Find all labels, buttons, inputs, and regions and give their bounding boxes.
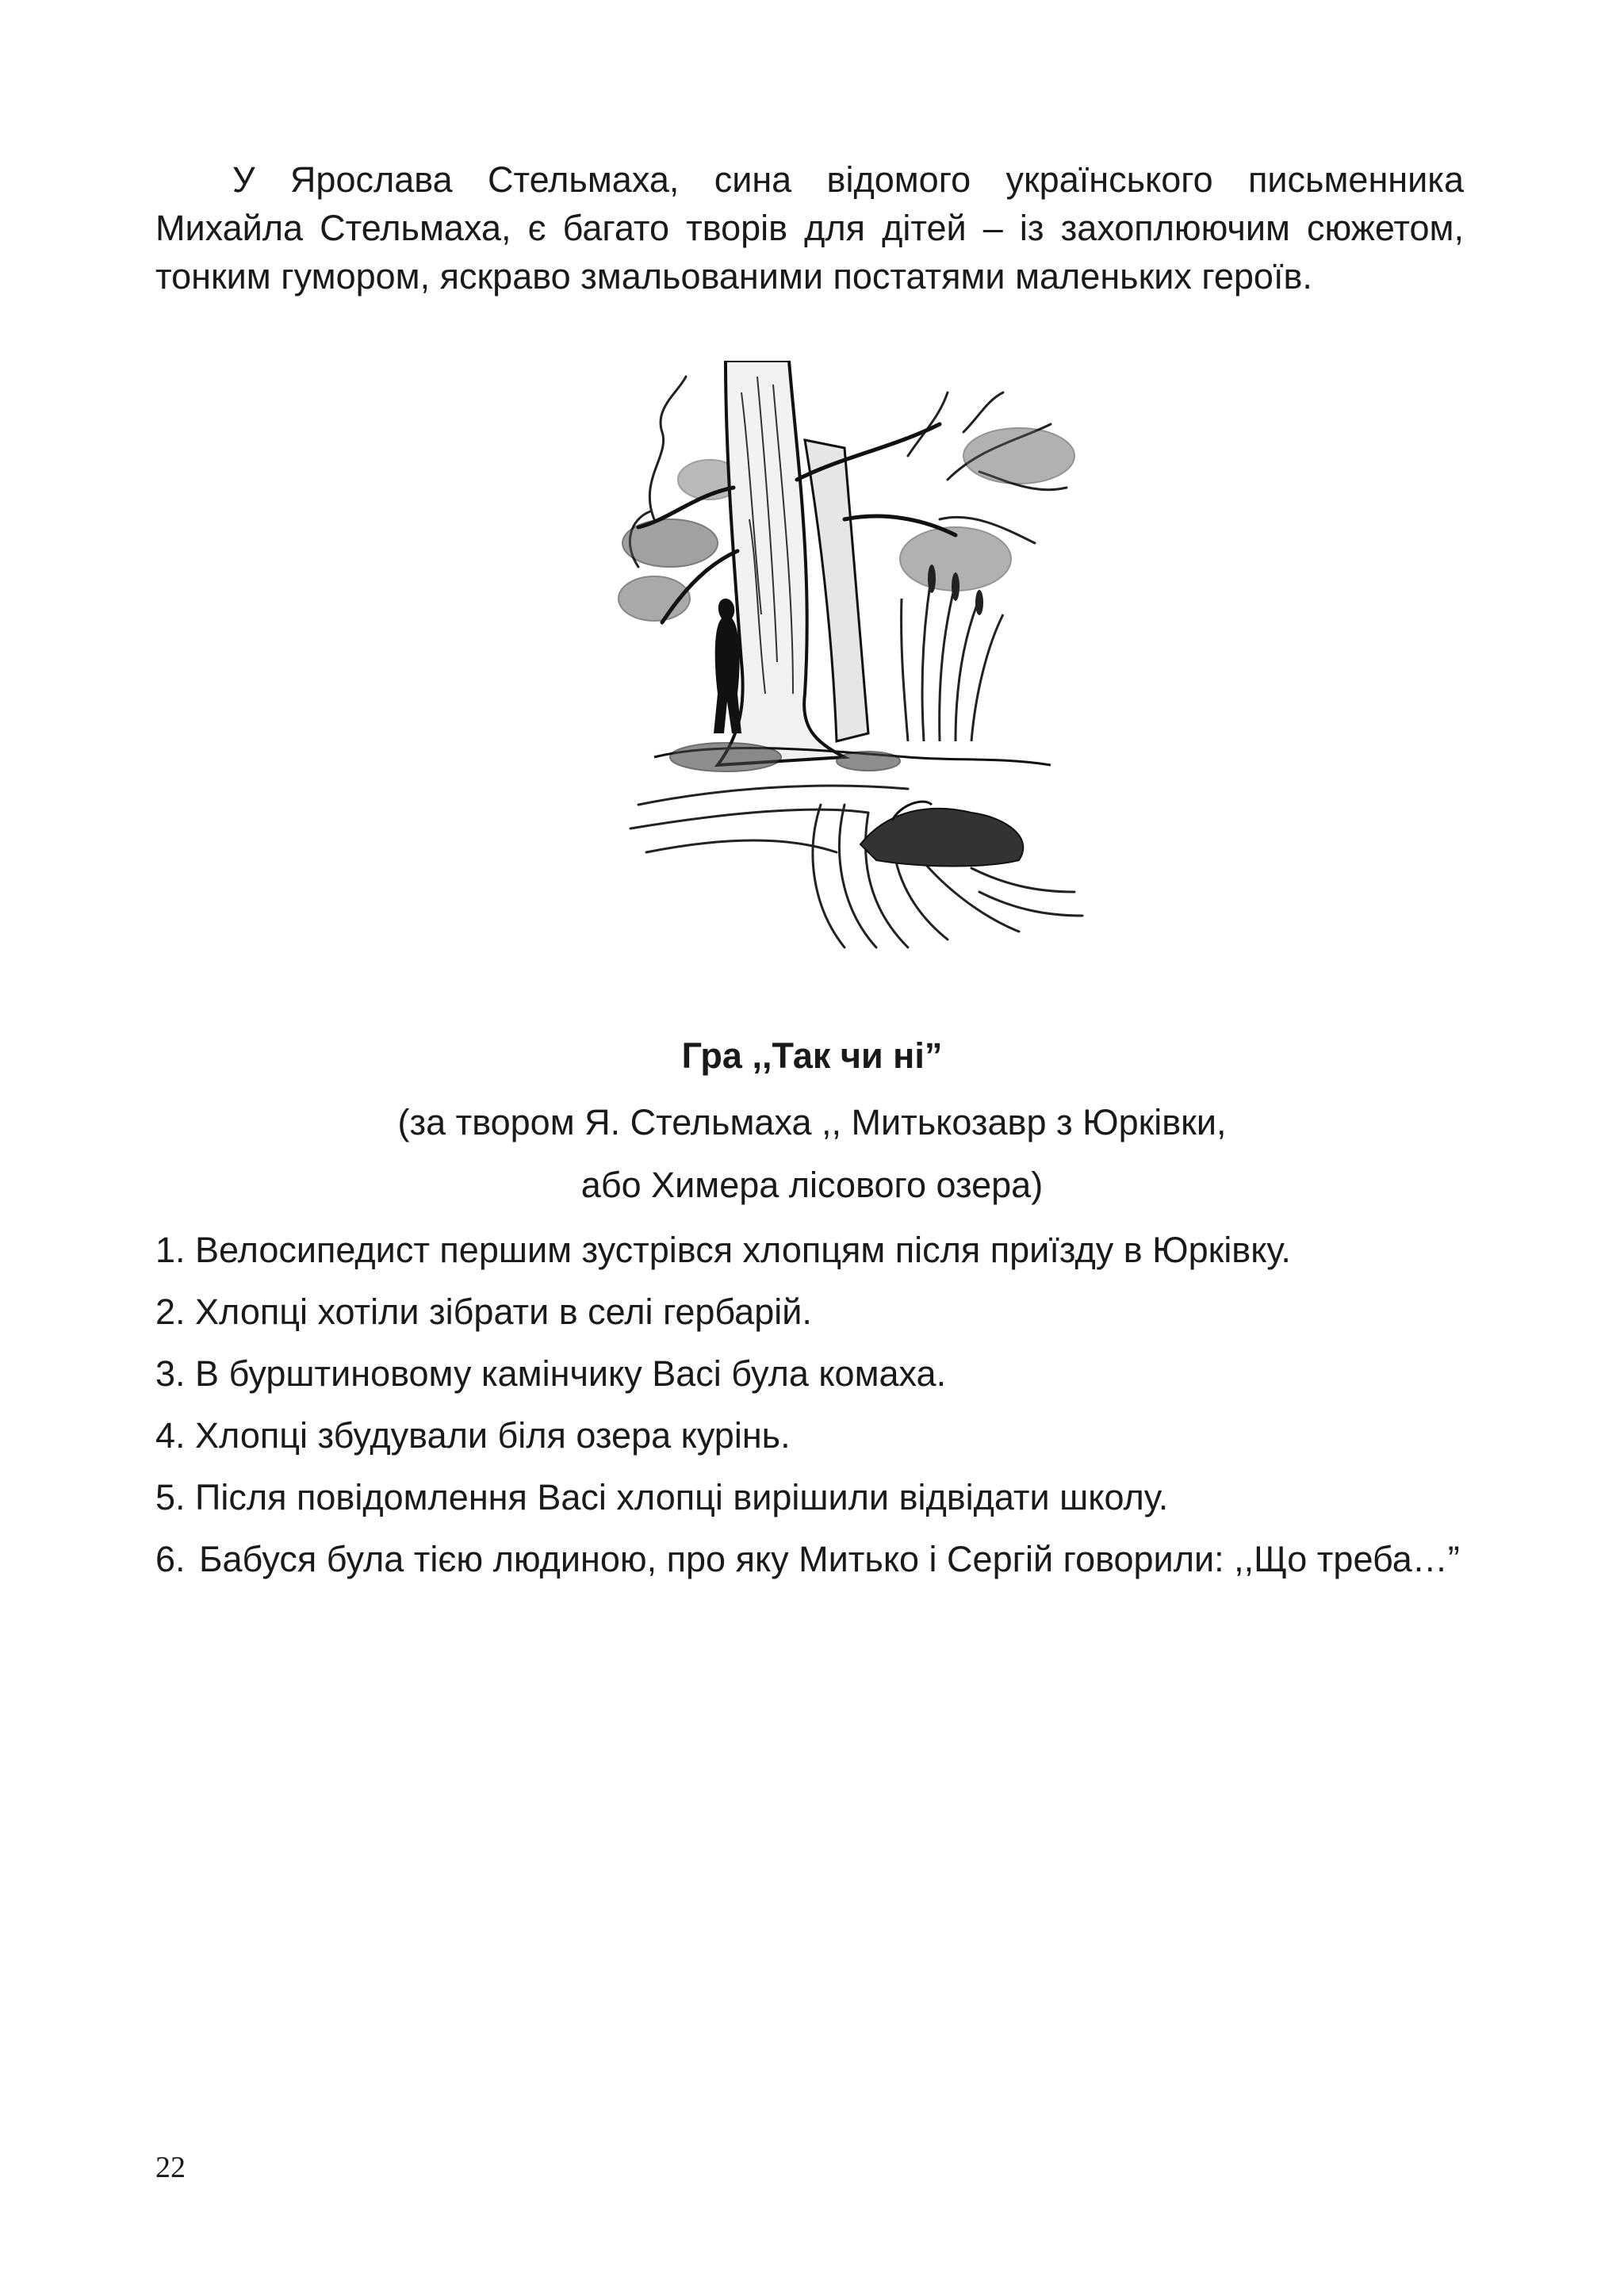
intro-line: У Ярослава Стельмаха, сина відомого українського письменника <box>232 159 1464 200</box>
game-subtitle: або Химера лісового озера) <box>580 1165 1044 1205</box>
question-number: 5. <box>155 1477 196 1517</box>
game-title: Гра ,,Так чи ні” <box>681 1035 943 1076</box>
question-text: Бабуся була тією людиною, про яку Митько і Сергій говорили: ,,Що треба…” <box>199 1539 1460 1579</box>
game-subtitle: (за твором Я. Стельмаха ,, Митькозавр з Юрківки, <box>397 1102 1227 1142</box>
intro-line: Михайла Стельмаха, є багато творів для дітей – із захоплюючим сюжетом, <box>155 208 1464 248</box>
question-text: Велосипедист першим зустрівся хлопцям після приїзду в Юрківку. <box>195 1230 1291 1270</box>
list-item <box>155 1535 1464 1583</box>
page-number: 22 <box>155 2151 186 2184</box>
question-number: 6. <box>155 1539 196 1579</box>
question-text: В бурштиновому камінчику Васі була комаха. <box>195 1353 947 1394</box>
list-item <box>155 1226 1464 1274</box>
list-item <box>155 1349 1464 1398</box>
question-number: 4. <box>155 1415 196 1456</box>
list-item <box>155 1288 1464 1336</box>
list-item <box>155 1411 1464 1460</box>
intro-line: тонким гумором, яскраво змальованими постатями маленьких героїв. <box>155 256 1312 297</box>
tree-by-lake-illustration <box>607 361 1098 963</box>
list-item <box>155 1473 1464 1521</box>
question-text: Хлопці хотіли зібрати в селі гербарій. <box>195 1292 812 1332</box>
question-number: 2. <box>155 1292 196 1332</box>
question-text: Після повідомлення Васі хлопці вирішили відвідати школу. <box>195 1477 1169 1517</box>
question-list <box>155 1226 1464 1597</box>
question-text: Хлопці збудували біля озера курінь. <box>195 1415 791 1456</box>
question-number: 1. <box>155 1230 196 1270</box>
intro-paragraph <box>155 155 1464 300</box>
question-number: 3. <box>155 1353 196 1394</box>
